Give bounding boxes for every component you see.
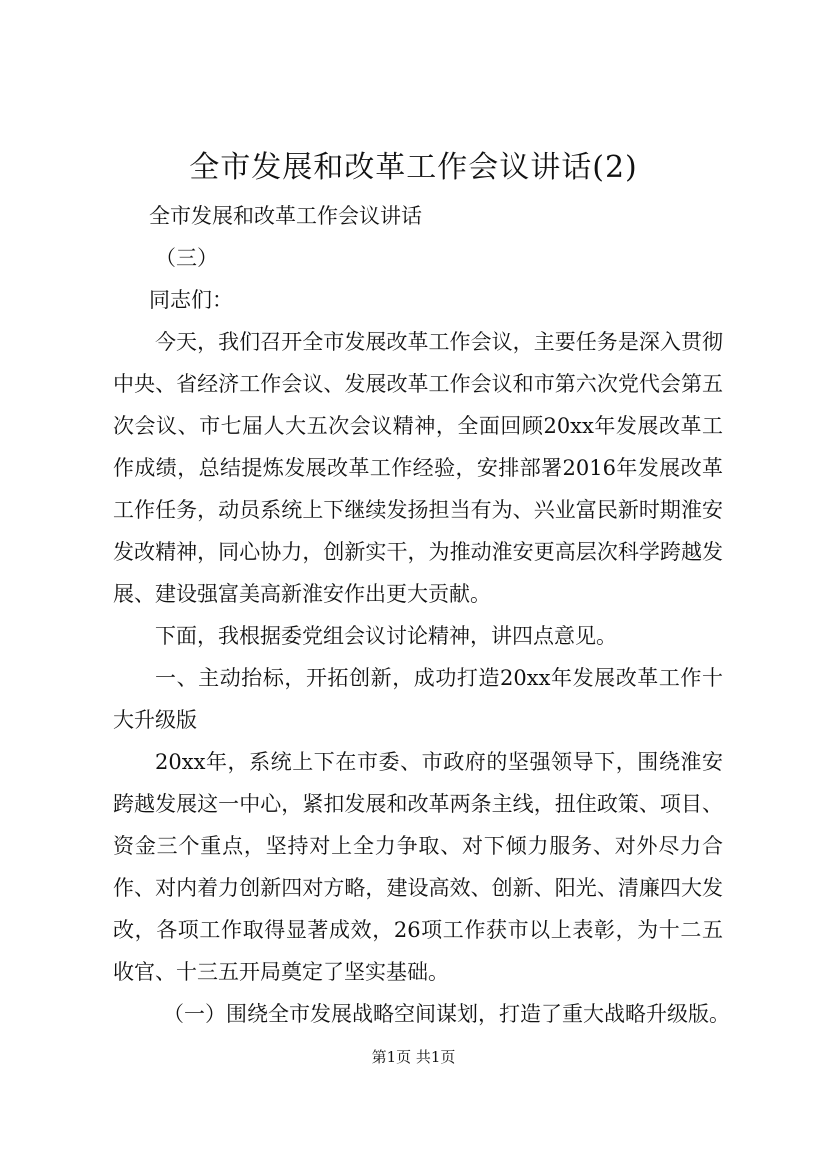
paragraph-achievements: 20xx年，系统上下在市委、市政府的坚强领导下，围绕淮安跨越发展这一中心，紧扣发展和改革两条主线，扭住政策、项目、资金三个重点，坚持对上全力争取、对下倾力服务、对外尽力合作、对内着力创新四对方略，建设高效、创新、阳光、清廉四大发改，各项工作取得显著成效，26项工作获市以上表彰，为十二五收官、十三五开局奠定了坚实基础。 (113, 750, 723, 984)
subsection-heading-1: （一）围绕全市发展战略空间谋划，打造了重大战略升级版。 (163, 1002, 730, 1026)
paragraph-intro: 今天，我们召开全市发展改革工作会议，主要任务是深入贯彻中央、省经济工作会议、发展改革工作会议和市第六次党代会第五次会议、市七届人大五次会议精神，全面回顾20xx年发展改革工作成绩，总结提炼发展改革工作经验，安排部署2016年发展改革工作任务，动员系统上下继续发扬担当有为、兴业富民新时期淮安发改精神，同心协力，创新实干，为推动淮安更高层次科学跨越发展、建设强富美高新淮安作出更大贡献。 (113, 330, 723, 606)
section-heading-1: 一、主动抬标，开拓创新，成功打造20xx年发展改革工作十大升级版 (113, 666, 723, 732)
part-label: （三） (155, 246, 218, 270)
paragraph-outline: 下面，我根据委党组会议讨论精神，讲四点意见。 (155, 624, 617, 648)
document-title: 全市发展和改革工作会议讲话(2) (189, 150, 638, 185)
salutation: 同志们： (149, 288, 233, 312)
page-footer: 第1页 共1页 (371, 1048, 456, 1066)
document-subtitle: 全市发展和改革工作会议讲话 (149, 204, 422, 228)
document-body (113, 195, 730, 1035)
